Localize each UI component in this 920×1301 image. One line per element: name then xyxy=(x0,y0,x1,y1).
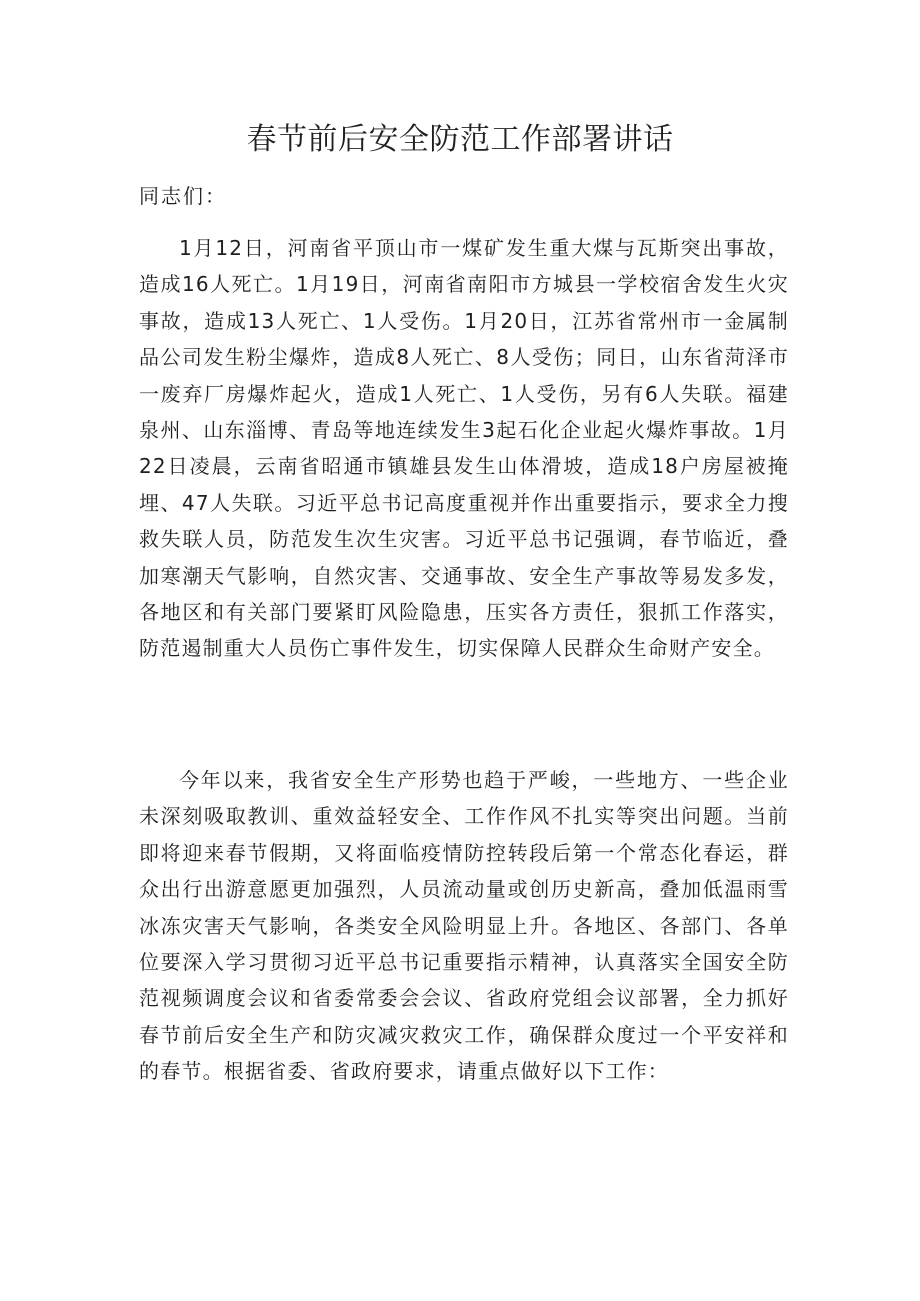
document-title: 春节前后安全防范工作部署讲话 xyxy=(246,122,674,157)
salutation: 同志们： xyxy=(139,184,227,208)
paragraph-1: 1月12日，河南省平顶山市一煤矿发生重大煤与瓦斯突出事故，造成16人死亡。1月19日，河南省南阳市方城县一学校宿舍发生火灾事故，造成13人死亡、1人受伤。1月20日，江苏省常州市一金属制品公司发生粉尘爆炸，造成8人死亡、8人受伤；同日，山东省菏泽市一废弃厂房爆炸起火，造成1人死亡、1人受伤，另有6人失联。福建泉州、山东淄博、青岛等地连续发生3起石化企业起火爆炸事故。1月22日凌晨，云南省昭通市镇雄县发生山体滑坡，造成18户房屋被掩埋、47人失联。习近平总书记高度重视并作出重要指示，要求全力搜救失联人员，防范发生次生灾害。习近平总书记强调，春节临近，叠加寒潮天气影响，自然灾害、交通事故、安全生产事故等易发多发，各地区和有关部门要紧盯风险隐患，压实各方责任，狠抓工作落实，防范遏制重大人员伤亡事件发生，切实保障人民群众生命财产安全。 xyxy=(139,236,789,661)
paragraph-2: 今年以来，我省安全生产形势也趋于严峻，一些地方、一些企业未深刻吸取教训、重效益轻安全、工作作风不扎实等突出问题。当前即将迎来春节假期，又将面临疫情防控转段后第一个常态化春运，群众出行出游意愿更加强烈，人员流动量或创历史新高，叠加低温雨雪冰冻灾害天气影响，各类安全风险明显上升。各地区、各部门、各单位要深入学习贯彻习近平总书记重要指示精神，认真落实全国安全防范视频调度会议和省委常委会会议、省政府党组会议部署，全力抓好春节前后安全生产和防灾减灾救灾工作，确保群众度过一个平安祥和的春节。根据省委、省政府要求，请重点做好以下工作： xyxy=(139,768,789,1084)
